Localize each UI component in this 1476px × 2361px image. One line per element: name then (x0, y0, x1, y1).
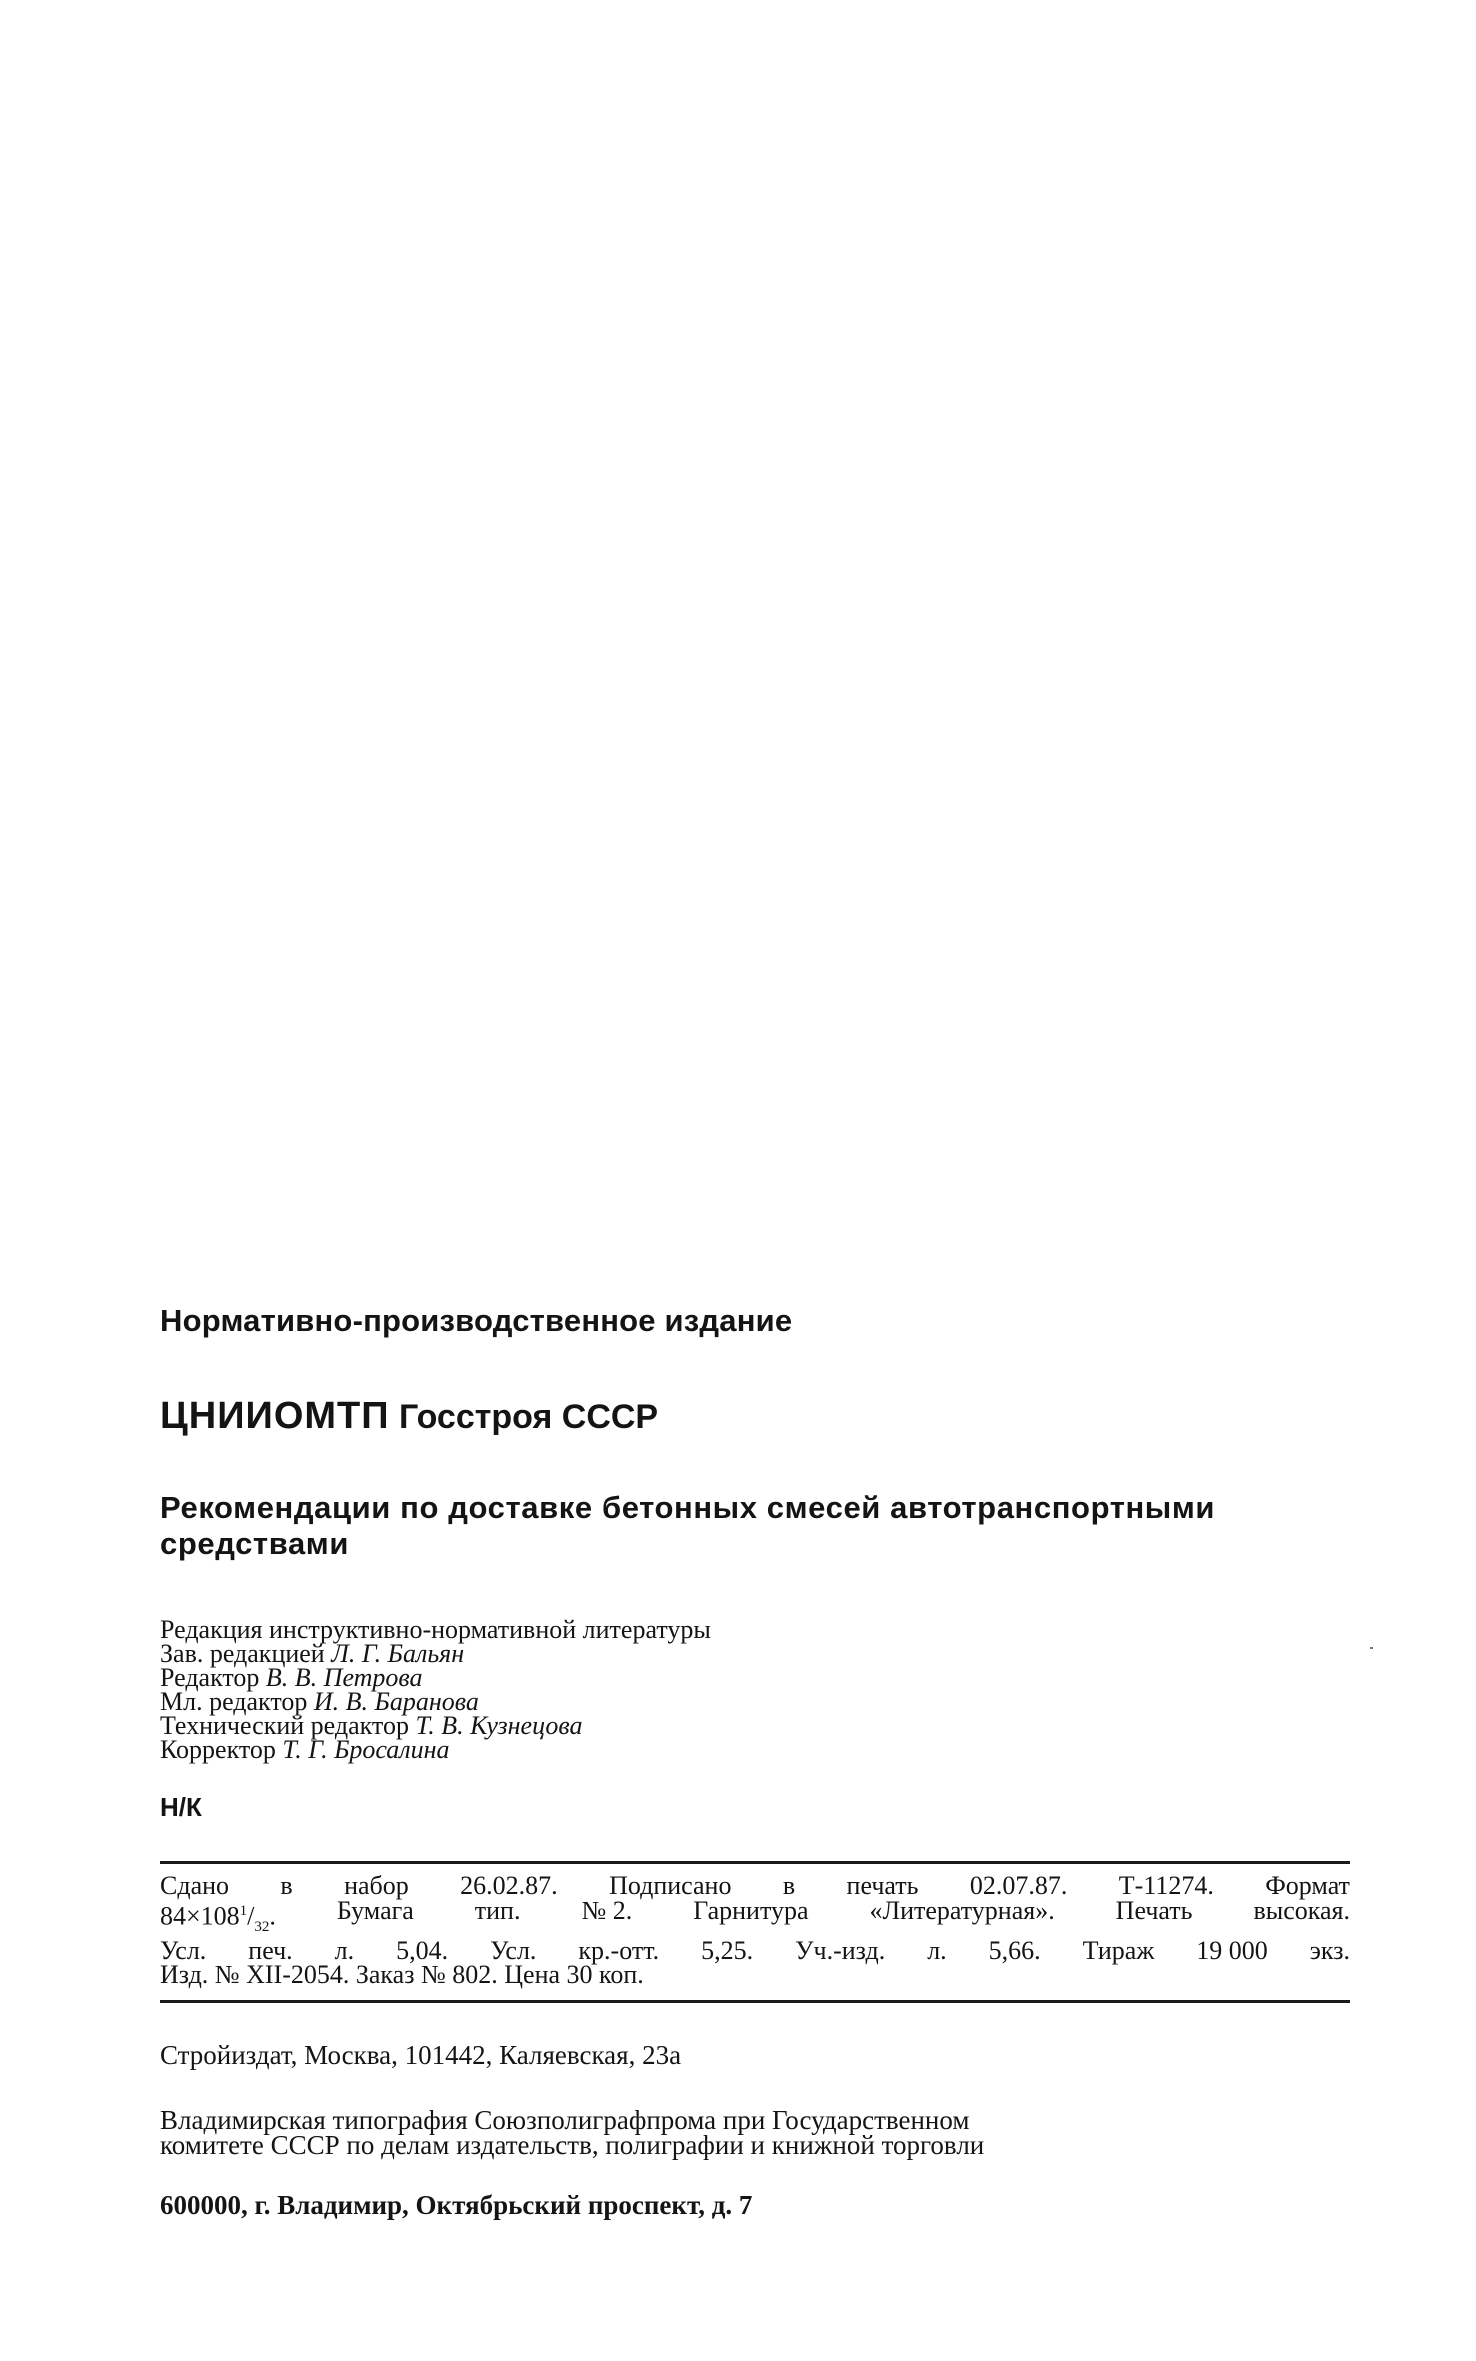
imprint-word: 5,04. (396, 1935, 449, 1965)
credit-label: Мл. редактор (160, 1687, 308, 1716)
book-title (160, 1490, 1350, 1562)
credit-label: Корректор (160, 1735, 276, 1764)
imprint-top-rule (160, 1861, 1350, 1864)
imprint-word: Подписано (609, 1871, 732, 1900)
credit-proofreader (160, 1735, 1350, 1764)
credit-name: И. В. Баранова (313, 1687, 479, 1716)
organization-title (160, 1395, 1350, 1438)
imprint-word: 02.07.87. (969, 1871, 1068, 1900)
credit-name: В. В. Петрова (265, 1663, 423, 1692)
edition-type: Нормативно-производственное издание (160, 1303, 793, 1338)
imprint-word: Гарнитура (693, 1895, 809, 1925)
imprint-word: 19 000 (1196, 1935, 1268, 1965)
credit-label: Зав. редакцией (160, 1639, 325, 1668)
paper-format: $84\times 108^1/_{32}$. (160, 1901, 276, 1935)
imprint-word: Печать (1115, 1895, 1193, 1925)
imprint-word: высокая. (1253, 1895, 1350, 1925)
imprint-word: 26.02.87. (460, 1871, 558, 1900)
imprint-word: Усл. (160, 1935, 207, 1965)
imprint-word: Усл. (490, 1935, 537, 1965)
credit-label: Редактор (160, 1663, 260, 1692)
editorial-board: Редакция инструктивно-нормативной литературы (160, 1615, 711, 1644)
printer-line-2: комитете СССР по делам издательств, полиграфии и книжной торговли (160, 2130, 985, 2160)
imprint-line-2 (160, 1895, 1350, 1939)
imprint-line-4: Изд. № XII-2054. Заказ № 802. Цена 30 коп. (160, 1960, 644, 1990)
imprint-word: набор (344, 1871, 409, 1900)
imprint-word: Бумага (336, 1895, 414, 1925)
imprint-word: № 2. (581, 1895, 633, 1925)
imprint-word: печать (846, 1871, 919, 1900)
organization-acronym: ЦНИИОМТП (160, 1395, 390, 1437)
organization-rest: Госстроя СССР (399, 1398, 659, 1436)
credit-name: Т. В. Кузнецова (415, 1711, 583, 1740)
imprint-word: в (280, 1871, 293, 1900)
imprint-word: 5,66. (988, 1935, 1041, 1965)
hk-mark: Н/К (160, 1792, 202, 1822)
credit-name: Л. Г. Бальян (331, 1639, 465, 1668)
printer-line-1: Владимирская типография Союзполиграфпрома при Государственном (160, 2105, 970, 2135)
credit-name: Т. Г. Бросалина (282, 1735, 450, 1764)
printer-address: 600000, г. Владимир, Октябрьский проспект, д. 7 (160, 2190, 753, 2220)
imprint-line-1 (160, 1871, 1350, 1900)
imprint-word: 5,25. (701, 1935, 754, 1965)
book-title-line-2: средствами (160, 1526, 349, 1561)
imprint-word: «Литературная». (869, 1895, 1055, 1925)
imprint-word: Т-11274. (1118, 1871, 1214, 1900)
imprint (160, 1871, 1350, 1990)
imprint-word: л. (927, 1935, 947, 1965)
imprint-word: Сдано (160, 1871, 230, 1900)
imprint-bottom-rule (160, 2000, 1350, 2003)
imprint-word: Тираж (1082, 1935, 1155, 1965)
imprint-word: печ. (248, 1935, 293, 1965)
imprint-word: экз. (1309, 1935, 1350, 1965)
imprint-word: л. (334, 1935, 355, 1965)
credits (160, 1615, 1350, 1764)
publisher-address: Стройиздат, Москва, 101442, Каляевская, 23а (160, 2040, 682, 2070)
imprint-word: Уч.-изд. (795, 1935, 886, 1965)
paper-speck (1370, 1647, 1373, 1649)
printer-info (160, 2105, 1350, 2160)
book-title-line-1: Рекомендации по доставке бетонных смесей автотранспортными (160, 1490, 1216, 1525)
credit-label: Технический редактор (160, 1711, 409, 1740)
imprint-word: кр.-отт. (578, 1935, 660, 1965)
imprint-word: тип. (474, 1895, 521, 1925)
imprint-word: Формат (1265, 1871, 1350, 1900)
imprint-word: в (782, 1871, 796, 1900)
